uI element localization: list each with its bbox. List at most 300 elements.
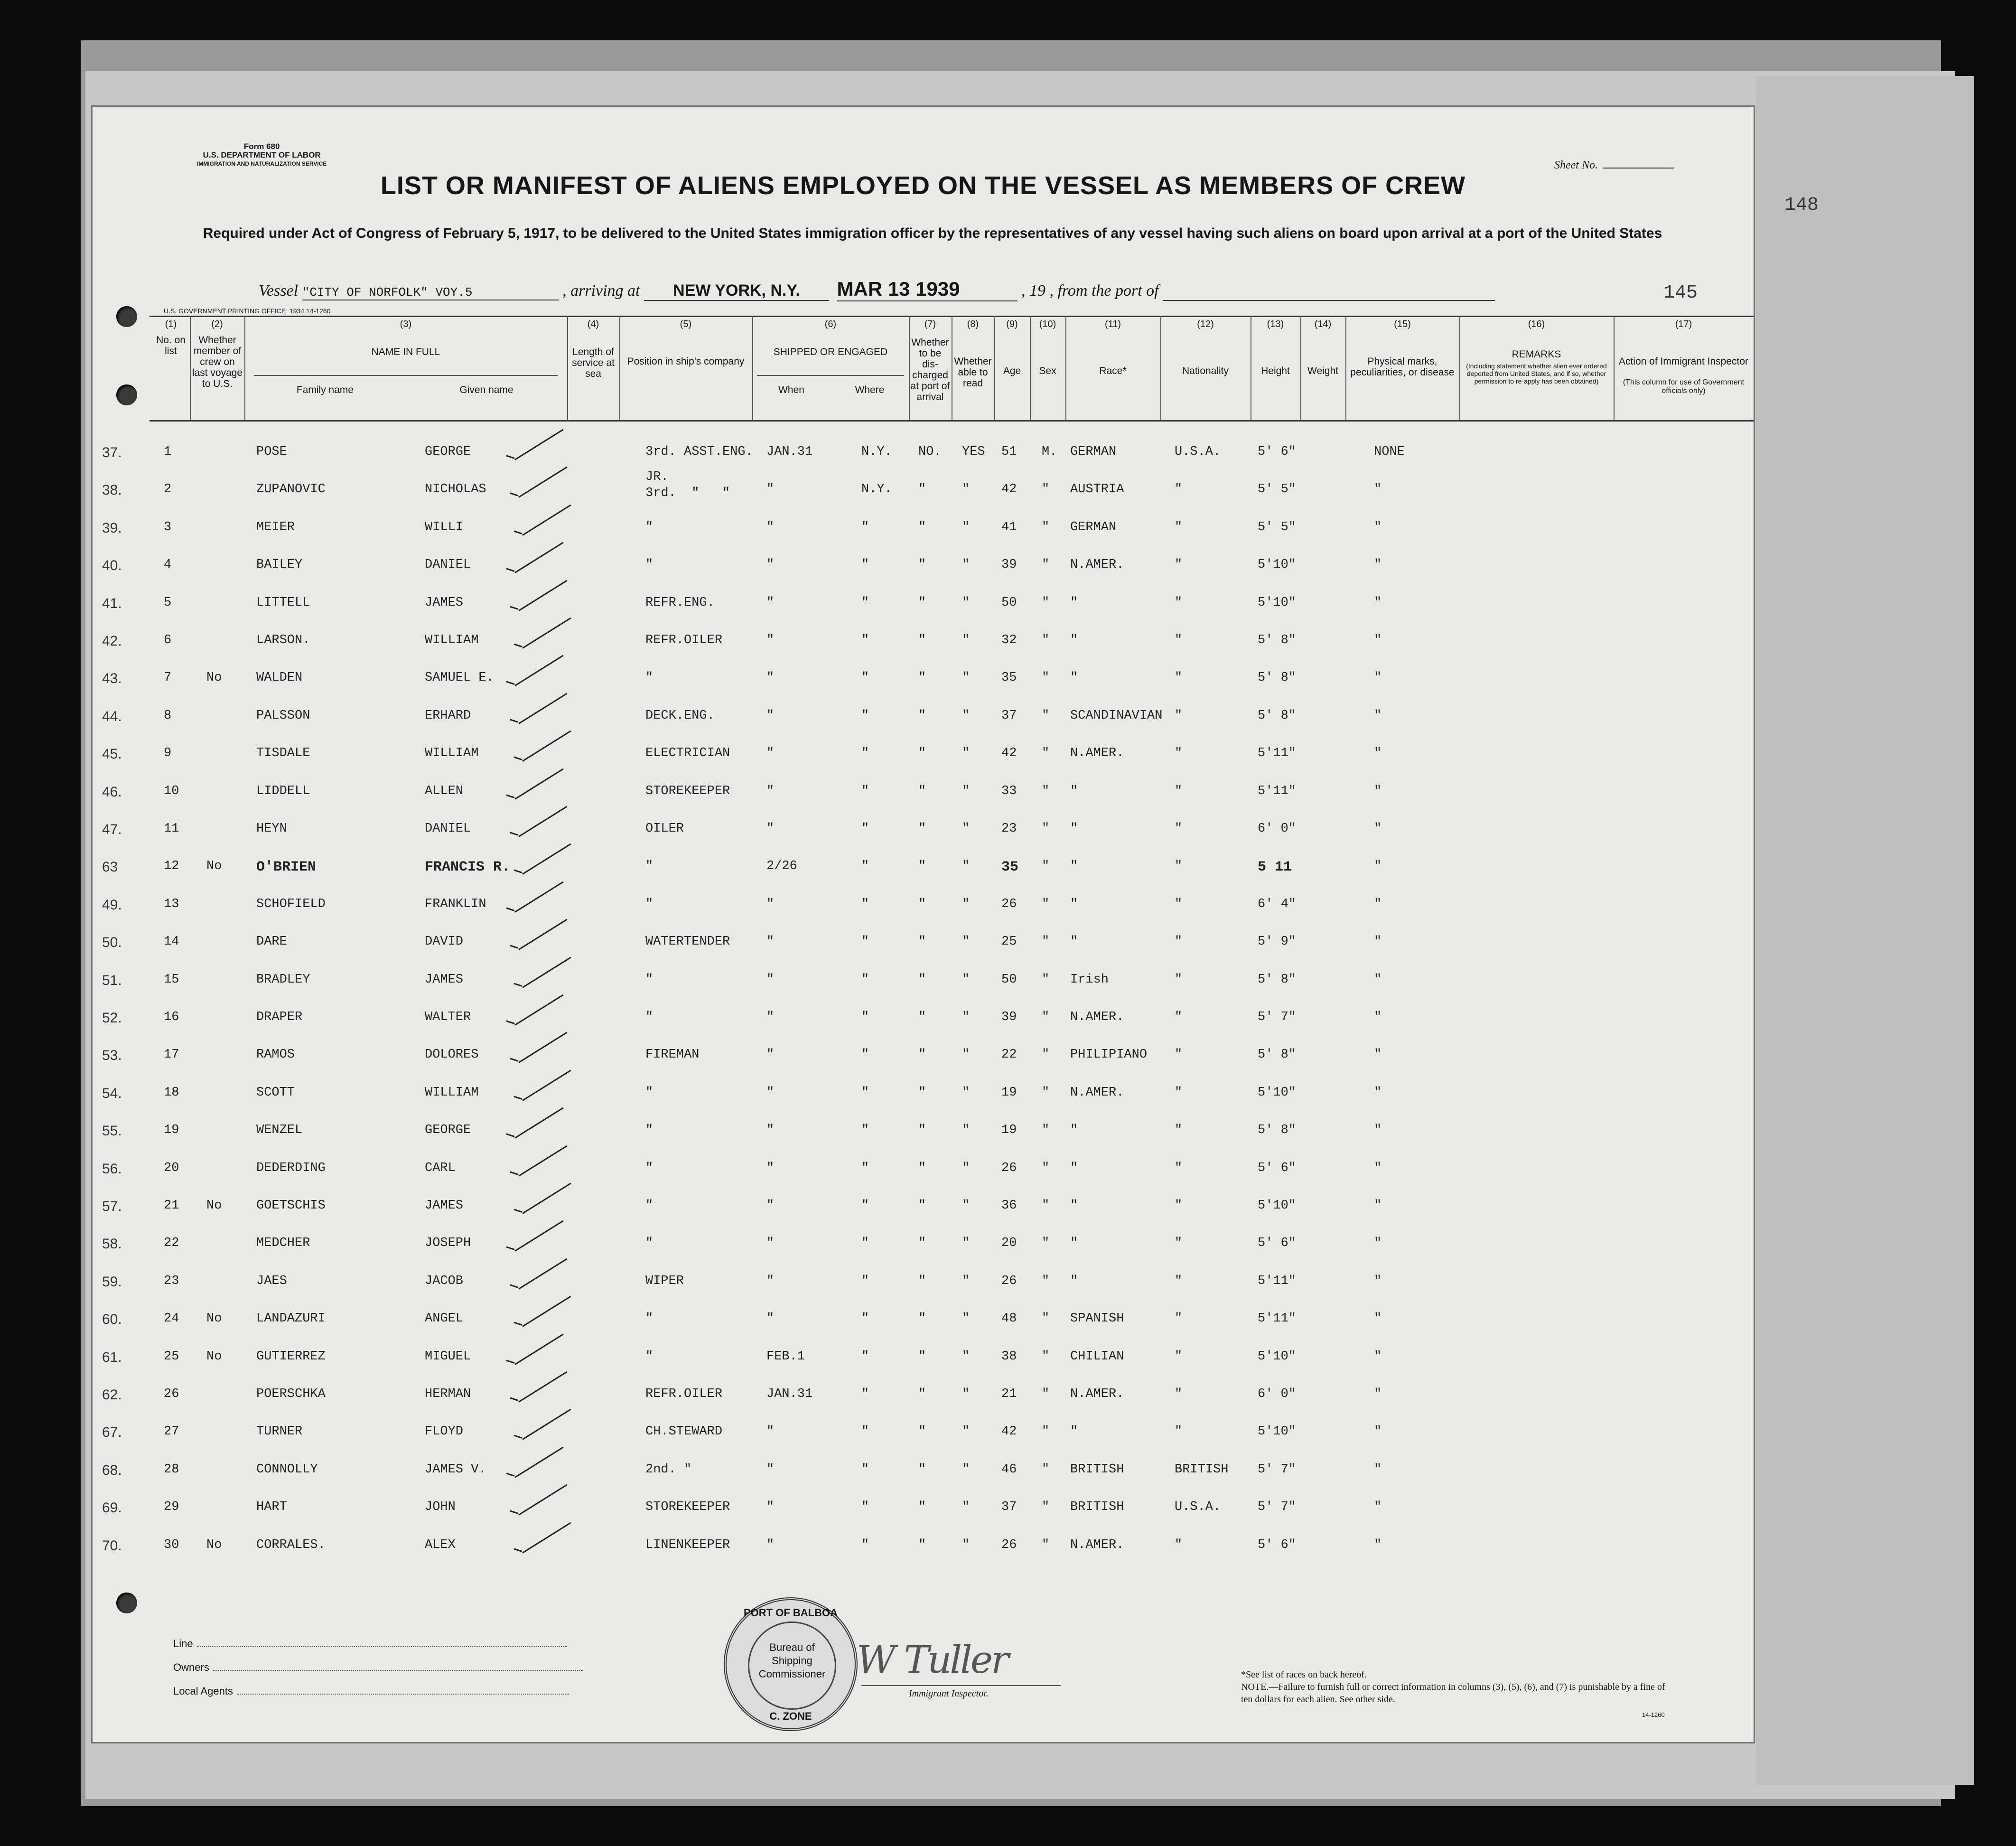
row-sex: " (1042, 784, 1050, 798)
row-race: " (1070, 897, 1078, 911)
row-physical-marks: " (1374, 558, 1382, 572)
row-physical-marks: " (1374, 1537, 1382, 1552)
row-number: 19 (164, 1123, 179, 1138)
row-nationality: " (1175, 595, 1183, 610)
form-number: Form 680 (243, 142, 280, 151)
row-given-name: JAMES (425, 972, 464, 987)
row-able-read: " (962, 784, 970, 798)
row-height: 5'10" (1258, 558, 1297, 572)
row-number: 27 (164, 1424, 179, 1439)
row-sex: " (1042, 822, 1050, 836)
row-where-shipped: " (861, 897, 869, 911)
row-number: 18 (164, 1085, 179, 1100)
row-race: " (1070, 784, 1078, 798)
seal-top-text: PORT OF BALBOA (744, 1607, 838, 1619)
checkmark-icon (514, 1220, 563, 1252)
row-number: 2 (164, 482, 172, 497)
row-position: REFR.OILER (645, 1387, 723, 1401)
row-family-name: RAMOS (256, 1048, 295, 1062)
checkmark-icon (514, 655, 563, 686)
row-discharged: " (918, 1123, 926, 1138)
checkmark-icon (518, 1258, 567, 1289)
header-height: Height (1261, 365, 1290, 376)
row-physical-marks: " (1374, 935, 1382, 949)
row-position: " (645, 1312, 653, 1326)
row-race: " (1070, 633, 1078, 647)
row-able-read: " (962, 935, 970, 949)
row-where-shipped: " (861, 708, 869, 723)
row-margin-number: 39. (102, 520, 122, 536)
row-number: 13 (164, 897, 179, 911)
header-race: Race* (1099, 365, 1127, 376)
row-physical-marks: " (1374, 1312, 1382, 1326)
row-discharged: " (918, 1274, 926, 1288)
row-given-name: SAMUEL E. (425, 671, 494, 685)
row-margin-number: 37. (102, 445, 122, 460)
row-margin-number: 59. (102, 1274, 122, 1290)
row-height: 5' 6" (1258, 1537, 1297, 1552)
checkmark-icon (522, 1409, 571, 1440)
header-remarks: REMARKS (1512, 349, 1561, 360)
row-age: 23 (1001, 822, 1017, 836)
row-position: " (645, 972, 653, 987)
row-physical-marks: " (1374, 897, 1382, 911)
checkmark-icon (522, 731, 571, 762)
row-where-shipped: " (861, 1199, 869, 1213)
row-position: 2nd. " (645, 1462, 692, 1477)
row-number: 5 (164, 595, 172, 610)
header-where: Where (855, 384, 885, 395)
header-physical: Physical marks, peculiarities, or disease (1350, 356, 1455, 378)
row-race: BRITISH (1070, 1500, 1124, 1515)
row-member-last-voyage: No (206, 1199, 222, 1213)
year-prefix: , 19 (1021, 282, 1045, 300)
checkmark-icon (522, 504, 571, 535)
header-family-name: Family name (296, 384, 354, 395)
row-family-name: POSE (256, 445, 287, 459)
row-physical-marks: " (1374, 1199, 1382, 1213)
row-sex: " (1042, 1462, 1050, 1477)
row-number: 28 (164, 1462, 179, 1477)
punch-hole (116, 306, 137, 327)
row-age: 37 (1001, 708, 1017, 723)
row-given-name: WILLIAM (425, 1085, 479, 1100)
agents-field (237, 1694, 569, 1695)
row-physical-marks: " (1374, 595, 1382, 610)
row-able-read: " (962, 595, 970, 610)
row-family-name: BRADLEY (256, 972, 310, 987)
row-sex: " (1042, 1123, 1050, 1138)
sheet-label: Sheet No. (1554, 159, 1598, 171)
form-header (197, 142, 327, 168)
row-age: 19 (1001, 1085, 1017, 1100)
row-number: 7 (164, 671, 172, 685)
row-discharged: " (918, 558, 926, 572)
row-able-read: " (962, 1161, 970, 1175)
col-divider (752, 316, 753, 421)
row-when-shipped: " (766, 520, 775, 534)
row-family-name: TURNER (256, 1424, 303, 1439)
row-where-shipped: " (861, 1387, 869, 1401)
row-when-shipped: " (766, 897, 775, 911)
row-discharged: " (918, 708, 926, 723)
row-when-shipped: " (766, 1462, 775, 1477)
checkmark-icon (514, 1107, 563, 1139)
row-given-name: WALTER (425, 1010, 471, 1024)
row-nationality: " (1175, 1123, 1183, 1138)
row-where-shipped: " (861, 1537, 869, 1552)
row-margin-number: 68. (102, 1462, 122, 1478)
row-margin-number: 52. (102, 1010, 122, 1026)
row-height: 6' 0" (1258, 1387, 1297, 1401)
row-nationality: BRITISH (1175, 1462, 1229, 1477)
row-age: 46 (1001, 1462, 1017, 1477)
row-able-read: " (962, 1312, 970, 1326)
row-nationality: " (1175, 1274, 1183, 1288)
row-able-read: " (962, 822, 970, 836)
row-when-shipped: " (766, 1048, 775, 1062)
row-where-shipped: " (861, 1349, 869, 1364)
row-race: GERMAN (1070, 520, 1117, 534)
row-discharged: " (918, 1537, 926, 1552)
row-able-read: " (962, 1236, 970, 1251)
row-family-name: GUTIERREZ (256, 1349, 326, 1364)
row-where-shipped: " (861, 1274, 869, 1288)
row-when-shipped: " (766, 1274, 775, 1288)
row-sex: " (1042, 671, 1050, 685)
row-sex: M. (1042, 445, 1057, 459)
row-nationality: " (1175, 972, 1183, 987)
header-age: Age (1003, 365, 1021, 376)
row-margin-number: 53. (102, 1048, 122, 1064)
row-when-shipped: JAN.31 (766, 1387, 813, 1401)
row-nationality: " (1175, 859, 1183, 874)
row-race: N.AMER. (1070, 558, 1124, 572)
header-given-name: Given name (459, 384, 513, 395)
row-member-last-voyage: No (206, 859, 222, 874)
row-when-shipped: " (766, 558, 775, 572)
row-height: 5' 8" (1258, 1123, 1297, 1138)
row-discharged: " (918, 1010, 926, 1024)
row-able-read: " (962, 1274, 970, 1288)
date-stamp: MAR 13 1939 (837, 278, 1017, 301)
row-race: GERMAN (1070, 445, 1117, 459)
row-family-name: SCHOFIELD (256, 897, 326, 911)
checkmark-icon (514, 768, 563, 799)
row-nationality: " (1175, 1085, 1183, 1100)
row-where-shipped: " (861, 1123, 869, 1138)
row-number: 4 (164, 558, 172, 572)
row-number: 25 (164, 1349, 179, 1364)
col-divider (619, 316, 620, 421)
row-nationality: " (1175, 784, 1183, 798)
header-name-in-full: NAME IN FULL (371, 347, 440, 357)
page-number-side: 148 (1784, 195, 1819, 216)
row-where-shipped: " (861, 935, 869, 949)
row-where-shipped: " (861, 1462, 869, 1477)
row-when-shipped: FEB.1 (766, 1349, 805, 1364)
footer-agents (173, 1685, 569, 1697)
row-nationality: " (1175, 1199, 1183, 1213)
row-age: 33 (1001, 784, 1017, 798)
row-position: " (645, 1085, 653, 1100)
row-able-read: " (962, 859, 970, 874)
row-sex: " (1042, 859, 1050, 874)
row-position: " (645, 1010, 653, 1024)
row-number: 29 (164, 1500, 179, 1515)
row-discharged: NO. (918, 445, 942, 459)
row-able-read: " (962, 1010, 970, 1024)
row-able-read: " (962, 746, 970, 761)
row-position: WATERTENDER (645, 935, 730, 949)
row-member-last-voyage: No (206, 1537, 222, 1552)
row-height: 5'11" (1258, 784, 1297, 798)
checkmark-icon (518, 1145, 567, 1176)
row-physical-marks: " (1374, 822, 1382, 836)
col-number: (7) (924, 319, 936, 329)
col-number: (14) (1314, 319, 1332, 329)
row-sex: " (1042, 1274, 1050, 1288)
row-nationality: " (1175, 1312, 1183, 1326)
row-where-shipped: " (861, 1236, 869, 1251)
checkmark-icon (518, 467, 567, 498)
row-number: 26 (164, 1387, 179, 1401)
row-height: 5' 5" (1258, 482, 1297, 497)
row-race: " (1070, 671, 1078, 685)
gpo-line: U.S. GOVERNMENT PRINTING OFFICE: 1934 14-1260 (164, 307, 331, 315)
row-given-name: NICHOLAS (425, 482, 486, 497)
row-discharged: " (918, 1085, 926, 1100)
inspector-signature: W Tuller (857, 1638, 1008, 1682)
row-nationality: " (1175, 935, 1183, 949)
row-physical-marks: " (1374, 1123, 1382, 1138)
row-margin-number: 56. (102, 1161, 122, 1177)
footer-notes (1241, 1668, 1668, 1705)
row-physical-marks: " (1374, 1387, 1382, 1401)
header-weight: Weight (1307, 365, 1338, 376)
row-sex: " (1042, 1387, 1050, 1401)
row-age: 38 (1001, 1349, 1017, 1364)
row-margin-number: 61. (102, 1349, 122, 1365)
row-given-name: DANIEL (425, 822, 471, 836)
row-race: N.AMER. (1070, 1387, 1124, 1401)
row-position: " (645, 1349, 653, 1364)
col-divider (567, 316, 568, 421)
row-race: N.AMER. (1070, 1537, 1124, 1552)
row-able-read: " (962, 1199, 970, 1213)
row-family-name: WENZEL (256, 1123, 303, 1138)
row-race: SPANISH (1070, 1312, 1124, 1326)
row-when-shipped: 2/26 (766, 859, 797, 874)
shipped-rule (757, 375, 904, 376)
row-number: 1 (164, 445, 172, 459)
col-number: (4) (587, 319, 599, 329)
row-when-shipped: " (766, 595, 775, 610)
row-margin-number: 38. (102, 482, 122, 498)
owners-field (213, 1670, 583, 1671)
row-where-shipped: " (861, 595, 869, 610)
checkmark-icon (514, 1333, 563, 1365)
row-family-name: SCOTT (256, 1085, 295, 1100)
row-able-read: " (962, 972, 970, 987)
row-given-name: JAMES (425, 1199, 464, 1213)
row-physical-marks: " (1374, 1048, 1382, 1062)
row-margin-number: 43. (102, 671, 122, 687)
header-nationality: Nationality (1182, 365, 1229, 376)
row-when-shipped: " (766, 1199, 775, 1213)
row-nationality: " (1175, 671, 1183, 685)
row-discharged: " (918, 1199, 926, 1213)
col-number: (2) (211, 319, 223, 329)
row-member-last-voyage: No (206, 1312, 222, 1326)
row-age: 48 (1001, 1312, 1017, 1326)
row-given-name: JAMES V. (425, 1462, 486, 1477)
row-given-name: CARL (425, 1161, 456, 1175)
row-number: 30 (164, 1537, 179, 1552)
row-given-name: WILLIAM (425, 746, 479, 761)
row-where-shipped: " (861, 1500, 869, 1515)
row-family-name: HART (256, 1500, 287, 1515)
row-given-name: FRANKLIN (425, 897, 486, 911)
punch-hole (116, 384, 137, 405)
header-shipped: SHIPPED OR ENGAGED (773, 347, 888, 357)
row-margin-number: 54. (102, 1085, 122, 1101)
row-given-name: JAMES (425, 595, 464, 610)
row-nationality: " (1175, 1236, 1183, 1251)
row-nationality: " (1175, 897, 1183, 911)
checkmark-icon (522, 956, 571, 988)
row-discharged: " (918, 1387, 926, 1401)
row-when-shipped: " (766, 1010, 775, 1024)
row-margin-number: 69. (102, 1500, 122, 1516)
row-nationality: " (1175, 1349, 1183, 1364)
row-nationality: " (1175, 746, 1183, 761)
checkmark-icon (514, 881, 563, 912)
row-where-shipped: " (861, 822, 869, 836)
row-sex: " (1042, 1010, 1050, 1024)
row-nationality: " (1175, 1010, 1183, 1024)
row-height: 6' 4" (1258, 897, 1297, 911)
form-code: 14-1260 (1642, 1711, 1665, 1718)
row-age: 21 (1001, 1387, 1017, 1401)
row-margin-number: 41. (102, 595, 122, 611)
line-field (197, 1646, 567, 1647)
arriving-label: , arriving at (562, 282, 640, 300)
checkmark-icon (518, 580, 567, 611)
row-when-shipped: " (766, 708, 775, 723)
row-number: 8 (164, 708, 172, 723)
col-number: (8) (967, 319, 979, 329)
row-age: 20 (1001, 1236, 1017, 1251)
row-race: AUSTRIA (1070, 482, 1124, 497)
row-age: 51 (1001, 445, 1017, 459)
name-rule (254, 375, 558, 376)
row-number: 17 (164, 1048, 179, 1062)
row-race: " (1070, 822, 1078, 836)
row-when-shipped: " (766, 972, 775, 987)
arrival-port: NEW YORK, N.Y. (644, 281, 829, 301)
row-sex: " (1042, 482, 1050, 497)
page-number-corner: 145 (1663, 282, 1698, 304)
row-number: 6 (164, 633, 172, 647)
row-physical-marks: " (1374, 784, 1382, 798)
row-margin-number: 46. (102, 784, 122, 800)
row-margin-number: 44. (102, 708, 122, 724)
row-physical-marks: " (1374, 633, 1382, 647)
row-sex: " (1042, 1500, 1050, 1515)
row-able-read: " (962, 1349, 970, 1364)
row-family-name: JAES (256, 1274, 287, 1288)
row-nationality: " (1175, 1537, 1183, 1552)
back-sheet-edge (1756, 76, 1974, 1785)
row-discharged: " (918, 897, 926, 911)
header-sex: Sex (1039, 365, 1056, 376)
row-height: 6' 0" (1258, 822, 1297, 836)
row-discharged: " (918, 1424, 926, 1439)
row-height: 5'11" (1258, 1312, 1297, 1326)
row-when-shipped: " (766, 1312, 775, 1326)
row-age: 22 (1001, 1048, 1017, 1062)
row-physical-marks: " (1374, 482, 1382, 497)
row-age: 39 (1001, 558, 1017, 572)
row-where-shipped: " (861, 1424, 869, 1439)
row-position: " (645, 1199, 653, 1213)
row-age: 19 (1001, 1123, 1017, 1138)
row-number: 22 (164, 1236, 179, 1251)
row-where-shipped: " (861, 671, 869, 685)
row-margin-number: 51. (102, 972, 122, 988)
row-margin-number: 63 (102, 859, 118, 875)
row-discharged: " (918, 1349, 926, 1364)
row-sex: " (1042, 935, 1050, 949)
row-nationality: " (1175, 520, 1183, 534)
row-given-name: JOSEPH (425, 1236, 471, 1251)
row-given-name: FRANCIS R. (425, 859, 511, 876)
row-nationality: " (1175, 1048, 1183, 1062)
col-number: (17) (1675, 319, 1692, 329)
row-age: 36 (1001, 1199, 1017, 1213)
row-able-read: " (962, 897, 970, 911)
row-position: " (645, 558, 653, 572)
row-able-read: " (962, 1123, 970, 1138)
row-sex: " (1042, 897, 1050, 911)
row-height: 5'10" (1258, 1349, 1297, 1364)
row-margin-number: 47. (102, 822, 122, 837)
row-given-name: WILLIAM (425, 633, 479, 647)
row-sex: " (1042, 1424, 1050, 1439)
row-where-shipped: " (861, 1048, 869, 1062)
row-nationality: " (1175, 558, 1183, 572)
row-family-name: CORRALES. (256, 1537, 326, 1552)
sheet-number (1554, 159, 1674, 172)
header-no-on-list: No. on list (156, 335, 186, 356)
row-family-name: LARSON. (256, 633, 310, 647)
row-position: " (645, 897, 653, 911)
row-age: 26 (1001, 1274, 1017, 1288)
service: IMMIGRATION AND NATURALIZATION SERVICE (197, 160, 327, 167)
row-physical-marks: NONE (1374, 445, 1405, 459)
signature-line (861, 1685, 1061, 1686)
col-number: (16) (1528, 319, 1545, 329)
row-race: " (1070, 1199, 1078, 1213)
row-member-last-voyage: No (206, 671, 222, 685)
page-title: LIST OR MANIFEST OF ALIENS EMPLOYED ON THE VESSEL AS MEMBERS OF CREW (380, 171, 1466, 200)
row-race: " (1070, 1123, 1078, 1138)
row-race: Irish (1070, 972, 1109, 987)
checkmark-icon (518, 1032, 567, 1063)
row-physical-marks: " (1374, 1085, 1382, 1100)
row-age: 41 (1001, 520, 1017, 534)
